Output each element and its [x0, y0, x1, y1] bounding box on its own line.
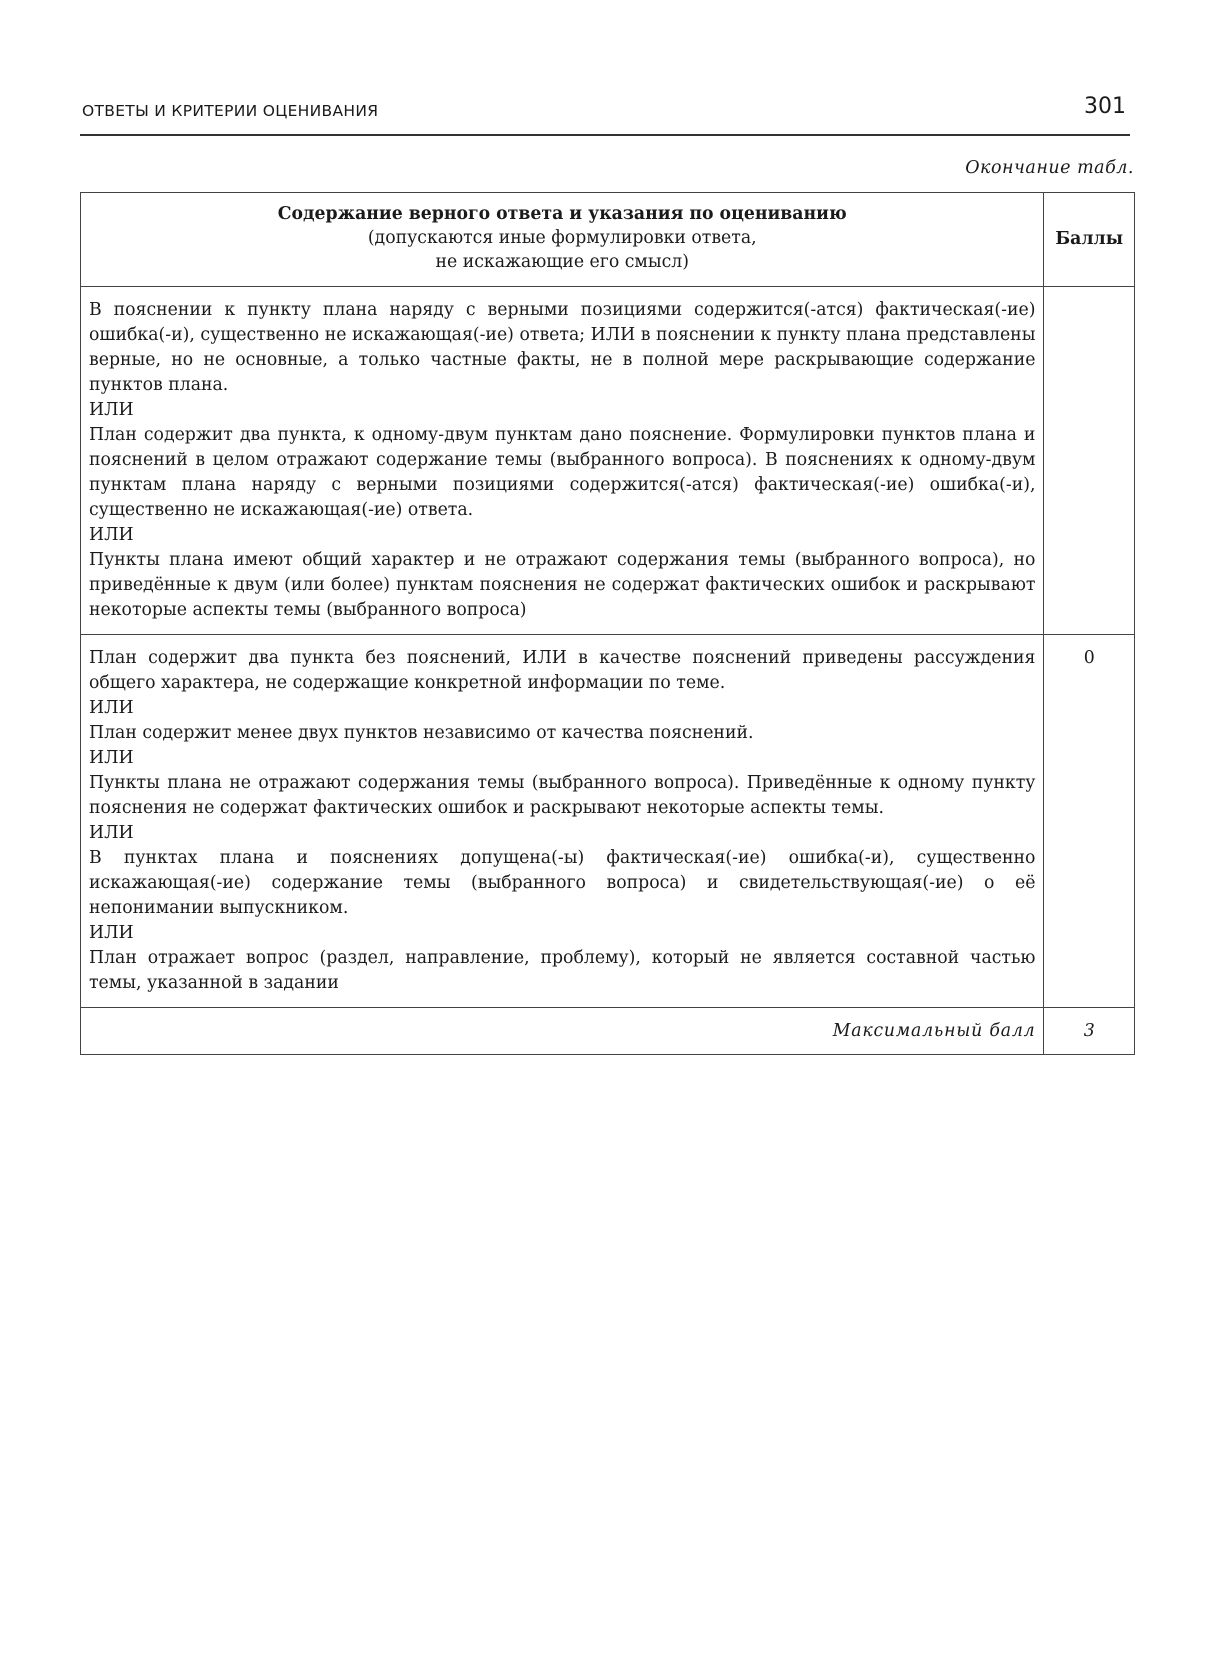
max-score-value: 3 — [1044, 1008, 1135, 1055]
criteria-paragraph: В пунктах плана и пояснениях допущена(-ы) фактическая(-ие) ошибка(-и), существенно искажающая(-ие) содержание темы (выбранного вопроса) и свидетельствующая(-ие) о её непонимании выпускником. — [89, 848, 1036, 918]
table-row — [81, 287, 1135, 635]
criteria-paragraph: План отражает вопрос (раздел, направление, проблему), который не является составной частью темы, указанной в задании — [89, 948, 1036, 993]
content-header-subtitle-2: не искажающие его смысл) — [435, 252, 689, 272]
or-separator: ИЛИ — [89, 400, 134, 420]
or-separator: ИЛИ — [89, 525, 134, 545]
criteria-paragraph: Пункты плана не отражают содержания темы (выбранного вопроса). Приведённые к одному пункту пояснения не содержат фактических ошибок и раскрывают некоторые аспекты темы. — [89, 773, 1036, 818]
criteria-paragraph: Пункты плана имеют общий характер и не отражают содержания темы (выбранного вопроса), но приведённые к двум (или более) пунктам пояснения не содержат фактических ошибок и раскрывают некоторые аспекты темы (выбранного вопроса) — [89, 550, 1036, 620]
criteria-paragraph: План содержит два пункта, к одному-двум пунктам дано пояснение. Формулировки пунктов плана и пояснений в целом отражают содержание темы (выбранного вопроса). В пояснениях к одному-двум пунктам плана наряду с верными позициями содержится(-атся) фактическая(-ие) ошибка(-и), существенно не искажающая(-ие) ответа. — [89, 425, 1036, 520]
or-separator: ИЛИ — [89, 823, 134, 843]
criteria-table — [80, 192, 1135, 1055]
criteria-paragraph: В пояснении к пункту плана наряду с верными позициями содержится(-атся) фактическая(-ие) ошибка(-и), существенно не искажающая(-ие) ответа; ИЛИ в пояснении к пункту плана представлены верные, но не основные, а только частные факты, не в полной мере раскрывающие содержание пунктов плана. — [89, 300, 1036, 395]
criteria-paragraph: План содержит менее двух пунктов независимо от качества пояснений. — [89, 723, 754, 743]
running-title: ОТВЕТЫ И КРИТЕРИИ ОЦЕНИВАНИЯ — [82, 102, 379, 120]
or-separator: ИЛИ — [89, 698, 134, 718]
table-header-row — [81, 193, 1135, 287]
score-cell — [1044, 287, 1135, 635]
max-score-label: Максимальный балл — [81, 1008, 1044, 1055]
score-cell: 0 — [1044, 635, 1135, 1008]
content-header-cell — [81, 193, 1044, 287]
score-header-cell: Баллы — [1044, 193, 1135, 287]
or-separator: ИЛИ — [89, 748, 134, 768]
criteria-paragraph: План содержит два пункта без пояснений, ИЛИ в качестве пояснений приведены рассуждения общего характера, не содержащие конкретной информации по теме. — [89, 648, 1036, 693]
max-score-row — [81, 1008, 1135, 1055]
criteria-cell — [81, 635, 1044, 1008]
table-row — [81, 635, 1135, 1008]
content-header-title: Содержание верного ответа и указания по оцениванию — [277, 204, 847, 224]
criteria-cell — [81, 287, 1044, 635]
content-header-subtitle-1: (допускаются иные формулировки ответа, — [367, 228, 757, 248]
page-number: 301 — [1084, 94, 1126, 119]
or-separator: ИЛИ — [89, 923, 134, 943]
page-header — [80, 94, 1130, 136]
table-continuation-note: Окончание табл. — [965, 158, 1134, 178]
